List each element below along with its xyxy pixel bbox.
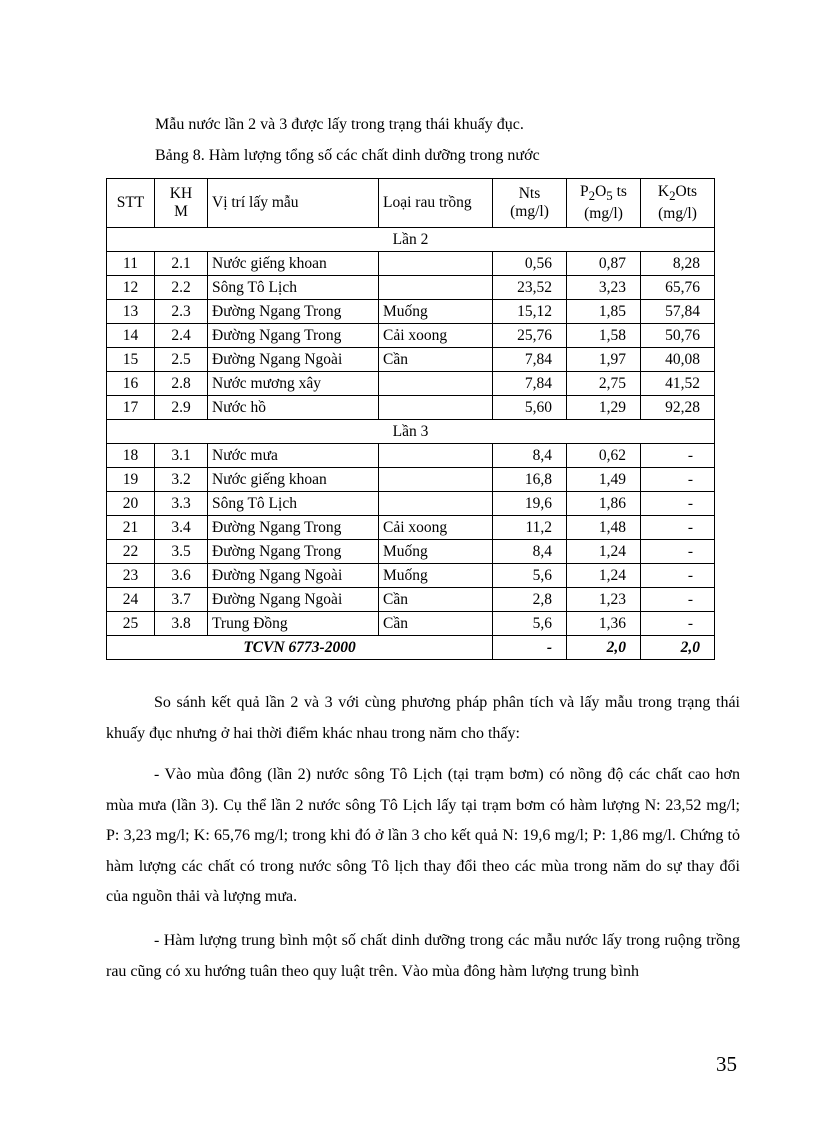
cell-p2o5: 1,24 <box>567 564 641 588</box>
cell-location: Sông Tô Lịch <box>208 492 379 516</box>
cell-stt: 22 <box>107 540 155 564</box>
page-number: 35 <box>716 1052 737 1076</box>
cell-khm: 2.5 <box>155 348 208 372</box>
cell-nts: 7,84 <box>493 348 567 372</box>
cell-stt: 15 <box>107 348 155 372</box>
cell-location: Đường Ngang Trong <box>208 300 379 324</box>
cell-p2o5: 1,97 <box>567 348 641 372</box>
nutrient-table <box>106 178 715 660</box>
cell-crop <box>379 492 493 516</box>
cell-khm: 2.4 <box>155 324 208 348</box>
table-row <box>107 492 715 516</box>
cell-p2o5: 1,48 <box>567 516 641 540</box>
cell-location: Nước mương xây <box>208 372 379 396</box>
table-row <box>107 396 715 420</box>
cell-crop: Cải xoong <box>379 516 493 540</box>
cell-p2o5: 1,49 <box>567 468 641 492</box>
standard-row <box>107 636 715 660</box>
cell-crop: Muống <box>379 564 493 588</box>
table-row <box>107 324 715 348</box>
cell-k2o: - <box>641 492 715 516</box>
cell-k2o: - <box>641 444 715 468</box>
cell-khm: 3.7 <box>155 588 208 612</box>
cell-stt: 24 <box>107 588 155 612</box>
cell-crop: Muống <box>379 300 493 324</box>
cell-location: Đường Ngang Ngoài <box>208 348 379 372</box>
cell-khm: 3.8 <box>155 612 208 636</box>
table-row <box>107 252 715 276</box>
standard-k2o: 2,0 <box>641 636 715 660</box>
cell-crop <box>379 396 493 420</box>
cell-stt: 12 <box>107 276 155 300</box>
group-label: Lần 2 <box>107 228 715 252</box>
cell-p2o5: 2,75 <box>567 372 641 396</box>
table-row <box>107 276 715 300</box>
cell-location: Nước mưa <box>208 444 379 468</box>
standard-nts: - <box>493 636 567 660</box>
table-row <box>107 612 715 636</box>
cell-location: Nước hồ <box>208 396 379 420</box>
paragraph-comparison: So sánh kết quả lần 2 và 3 với cùng phương pháp phân tích và lấy mẫu trong trạng thái khuấy đục nhưng ở hai thời điểm khác nhau trong năm cho thấy: <box>106 694 740 742</box>
cell-stt: 19 <box>107 468 155 492</box>
cell-nts: 0,56 <box>493 252 567 276</box>
intro-sentence: Mẫu nước lần 2 và 3 được lấy trong trạng thái khuấy đục. <box>155 116 524 133</box>
cell-p2o5: 1,58 <box>567 324 641 348</box>
cell-k2o: - <box>641 540 715 564</box>
cell-nts: 16,8 <box>493 468 567 492</box>
cell-crop: Cải xoong <box>379 324 493 348</box>
cell-nts: 15,12 <box>493 300 567 324</box>
cell-k2o: - <box>641 516 715 540</box>
table-row <box>107 300 715 324</box>
cell-nts: 25,76 <box>493 324 567 348</box>
cell-stt: 21 <box>107 516 155 540</box>
header-khm: KH M <box>155 179 208 228</box>
cell-p2o5: 1,86 <box>567 492 641 516</box>
cell-stt: 13 <box>107 300 155 324</box>
cell-nts: 5,6 <box>493 612 567 636</box>
cell-location: Đường Ngang Ngoài <box>208 564 379 588</box>
cell-stt: 23 <box>107 564 155 588</box>
cell-k2o: 50,76 <box>641 324 715 348</box>
header-stt: STT <box>107 179 155 228</box>
table-row <box>107 588 715 612</box>
cell-nts: 5,6 <box>493 564 567 588</box>
cell-k2o: - <box>641 612 715 636</box>
cell-p2o5: 0,62 <box>567 444 641 468</box>
cell-k2o: 40,08 <box>641 348 715 372</box>
cell-stt: 25 <box>107 612 155 636</box>
table-row <box>107 372 715 396</box>
cell-nts: 2,8 <box>493 588 567 612</box>
table-row <box>107 516 715 540</box>
header-nts: Nts (mg/l) <box>493 179 567 228</box>
standard-p2o5: 2,0 <box>567 636 641 660</box>
cell-p2o5: 1,36 <box>567 612 641 636</box>
cell-p2o5: 0,87 <box>567 252 641 276</box>
header-crop: Loại rau trồng <box>379 179 493 228</box>
cell-k2o: - <box>641 588 715 612</box>
table-row <box>107 444 715 468</box>
cell-crop <box>379 468 493 492</box>
cell-stt: 17 <box>107 396 155 420</box>
cell-p2o5: 1,29 <box>567 396 641 420</box>
table-caption: Bảng 8. Hàm lượng tổng số các chất dinh dưỡng trong nước <box>155 147 540 164</box>
paragraph-average: - Hàm lượng trung bình một số chất dinh dưỡng trong các mẫu nước lấy trong ruộng trồng rau cũng có xu hướng tuân theo quy luật trên. Vào mùa đông hàm lượng trung bình <box>106 932 740 980</box>
cell-stt: 11 <box>107 252 155 276</box>
cell-nts: 8,4 <box>493 444 567 468</box>
cell-nts: 7,84 <box>493 372 567 396</box>
table-row <box>107 468 715 492</box>
cell-location: Đường Ngang Trong <box>208 324 379 348</box>
cell-p2o5: 1,23 <box>567 588 641 612</box>
cell-stt: 16 <box>107 372 155 396</box>
cell-khm: 3.6 <box>155 564 208 588</box>
cell-location: Nước giếng khoan <box>208 252 379 276</box>
cell-stt: 18 <box>107 444 155 468</box>
cell-location: Trung Đồng <box>208 612 379 636</box>
cell-p2o5: 1,85 <box>567 300 641 324</box>
cell-crop <box>379 372 493 396</box>
cell-khm: 3.5 <box>155 540 208 564</box>
standard-label: TCVN 6773-2000 <box>107 636 493 660</box>
cell-k2o: - <box>641 468 715 492</box>
cell-khm: 2.3 <box>155 300 208 324</box>
cell-p2o5: 1,24 <box>567 540 641 564</box>
paragraph-winter: - Vào mùa đông (lần 2) nước sông Tô Lịch (tại trạm bơm) có nồng độ các chất cao hơn mùa mưa (lần 3). Cụ thể lần 2 nước sông Tô Lịch lấy tại trạm bơm có hàm lượng N: 23,52 mg/l; P: 3,23 mg/l; K: 65,76 mg/l; trong khi đó ở lần 3 cho kết quả N: 19,6 mg/l; P: 1,86 mg/l. Chứng tỏ hàm lượng các chất có trong nước sông Tô lịch thay đổi theo các mùa trong năm do sự thay đổi của nguồn thải và lượng mưa. <box>106 766 740 905</box>
cell-crop <box>379 444 493 468</box>
cell-k2o: 65,76 <box>641 276 715 300</box>
cell-location: Nước giếng khoan <box>208 468 379 492</box>
cell-location: Đường Ngang Trong <box>208 540 379 564</box>
header-k2o: $K_2Ots$ (mg/l) <box>641 179 715 228</box>
cell-khm: 3.1 <box>155 444 208 468</box>
cell-k2o: - <box>641 564 715 588</box>
cell-crop <box>379 276 493 300</box>
group-row-lan-3 <box>107 420 715 444</box>
table-row <box>107 348 715 372</box>
cell-p2o5: 3,23 <box>567 276 641 300</box>
cell-nts: 23,52 <box>493 276 567 300</box>
cell-khm: 3.4 <box>155 516 208 540</box>
cell-nts: 5,60 <box>493 396 567 420</box>
table-row <box>107 540 715 564</box>
cell-crop <box>379 252 493 276</box>
cell-stt: 20 <box>107 492 155 516</box>
cell-crop: Cần <box>379 588 493 612</box>
cell-location: Đường Ngang Ngoài <box>208 588 379 612</box>
cell-crop: Muống <box>379 540 493 564</box>
group-label: Lần 3 <box>107 420 715 444</box>
cell-k2o: 57,84 <box>641 300 715 324</box>
cell-stt: 14 <box>107 324 155 348</box>
group-row-lan-2 <box>107 228 715 252</box>
table-row <box>107 564 715 588</box>
cell-khm: 2.9 <box>155 396 208 420</box>
cell-khm: 3.3 <box>155 492 208 516</box>
cell-k2o: 41,52 <box>641 372 715 396</box>
cell-khm: 2.8 <box>155 372 208 396</box>
cell-location: Sông Tô Lịch <box>208 276 379 300</box>
header-location: Vị trí lấy mẫu <box>208 179 379 228</box>
cell-khm: 2.2 <box>155 276 208 300</box>
cell-crop: Cần <box>379 612 493 636</box>
cell-khm: 2.1 <box>155 252 208 276</box>
cell-k2o: 92,28 <box>641 396 715 420</box>
table-header-row <box>107 179 715 228</box>
cell-crop: Cần <box>379 348 493 372</box>
cell-nts: 19,6 <box>493 492 567 516</box>
cell-location: Đường Ngang Trong <box>208 516 379 540</box>
header-p2o5: $P_2O_5$ ts (mg/l) <box>567 179 641 228</box>
cell-k2o: 8,28 <box>641 252 715 276</box>
cell-khm: 3.2 <box>155 468 208 492</box>
cell-nts: 11,2 <box>493 516 567 540</box>
cell-nts: 8,4 <box>493 540 567 564</box>
